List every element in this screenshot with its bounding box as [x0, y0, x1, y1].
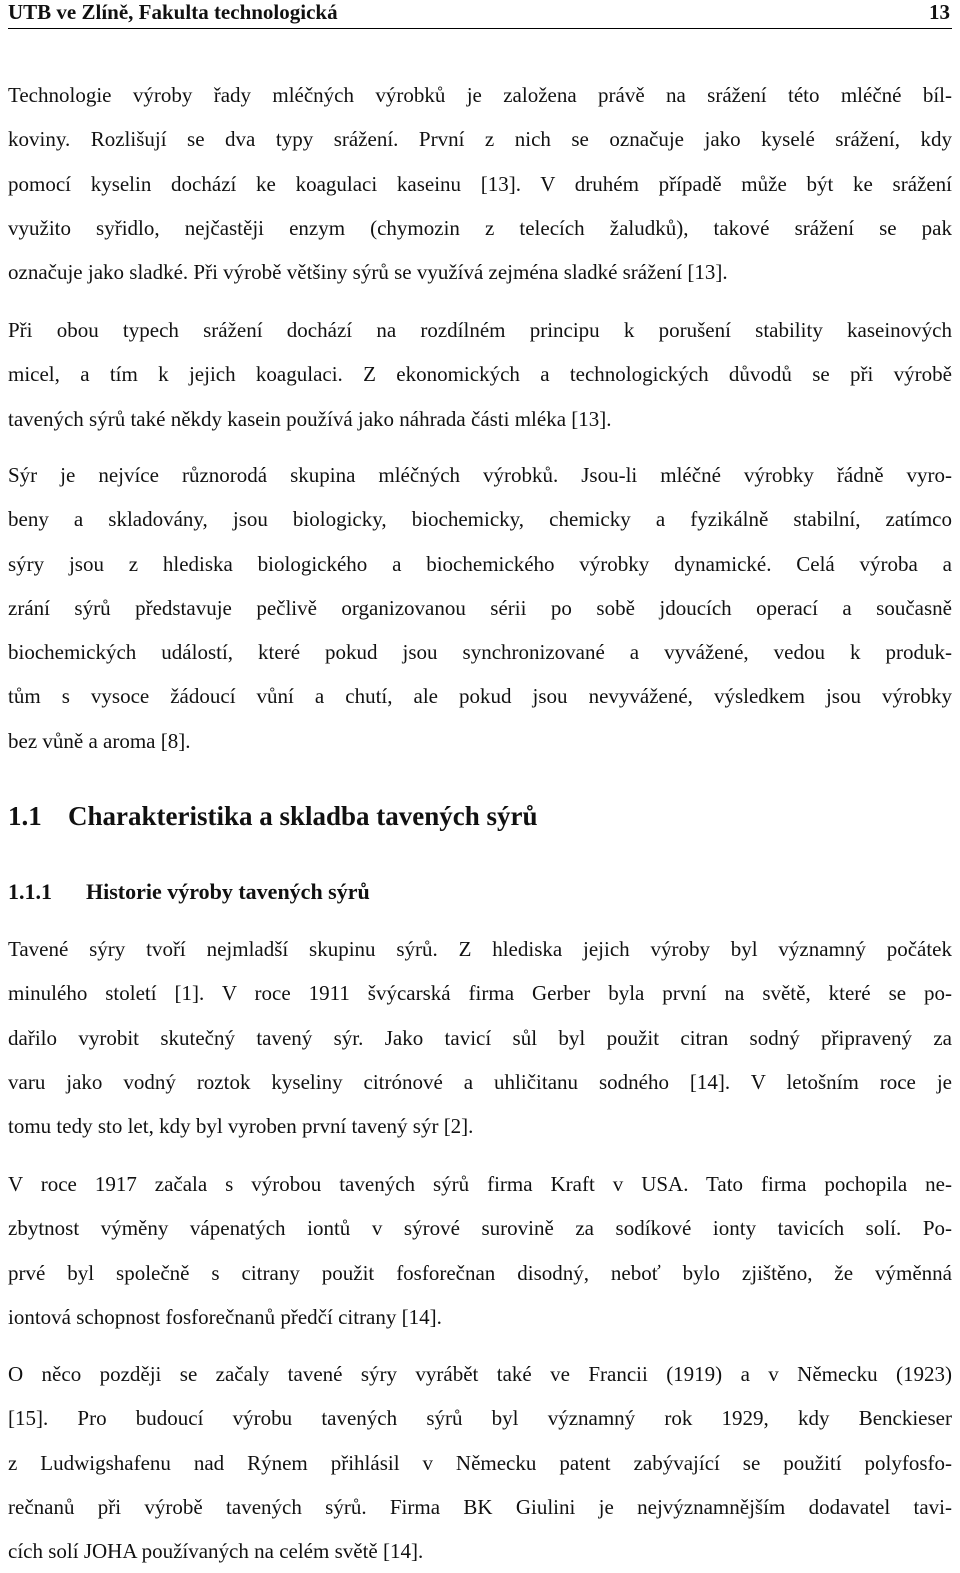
page-number: 13: [929, 0, 950, 24]
text-line: [15]. Pro budoucí výrobu tavených sýrů byl významný rok 1929, kdy Benckieser: [8, 1406, 952, 1431]
text-line: cích solí JOHA používaných na celém světě [14].: [8, 1539, 424, 1564]
subsection-heading: [8, 878, 370, 906]
paragraph-3: [8, 453, 952, 763]
text-line: tavených sýrů také někdy kasein používá jako náhrada části mléka [13].: [8, 406, 612, 431]
text-line: bez vůně a aroma [8].: [8, 728, 191, 753]
text-line: z Ludwigshafenu nad Rýnem přihlásil v Německu patent zabývající se použití polyfosfo-: [8, 1450, 952, 1475]
text-line: sýry jsou z hlediska biologického a biochemického výrobky dynamické. Celá výroba a: [8, 551, 952, 576]
header-title: UTB ve Zlíně, Fakulta technologická: [8, 0, 338, 24]
text-line: využito syřidlo, nejčastěji enzym (chymozin z telecích žaludků), takové srážení se pak: [8, 215, 952, 240]
paragraph-2: [8, 308, 952, 441]
text-line: označuje jako sladké. Při výrobě většiny sýrů se využívá zejména sladké srážení [13].: [8, 260, 728, 285]
section-heading: [8, 800, 538, 832]
text-line: biochemických událostí, které pokud jsou synchronizované a vyvážené, vedou k produk-: [8, 640, 952, 665]
paragraph-6: [8, 1352, 952, 1573]
text-line: koviny. Rozlišují se dva typy srážení. První z nich se označuje jako kyselé srážení, kdy: [8, 127, 952, 152]
paragraph-5: [8, 1162, 952, 1339]
text-line: Při obou typech srážení dochází na rozdílném principu k porušení stability kaseinových: [8, 318, 952, 342]
text-line: rečnanů při výrobě tavených sýrů. Firma BK Giulini je nejvýznamnějším dodavatel tavi-: [8, 1494, 952, 1519]
text-line: O něco později se začaly tavené sýry vyrábět také ve Francii (1919) a v Německu (1923): [8, 1362, 952, 1386]
text-line: Sýr je nejvíce různorodá skupina mléčných výrobků. Jsou-li mléčné výrobky řádně vyro-: [8, 463, 952, 487]
text-line: zrání sýrů představuje pečlivě organizovanou sérii po sobě jdoucích operací a současně: [8, 595, 952, 620]
text-line: beny a skladovány, jsou biologicky, biochemicky, chemicky a fyzikálně stabilní, zatímco: [8, 507, 952, 532]
text-line: Technologie výroby řady mléčných výrobků je založena právě na srážení této mléčné bíl-: [8, 83, 952, 107]
text-line: dařilo vyrobit skutečný tavený sýr. Jako tavicí sůl byl použit citran sodný připravený za: [8, 1025, 952, 1050]
subsection-number: 1.1.1: [8, 879, 52, 904]
text-line: minulého století [1]. V roce 1911 švýcarská firma Gerber byla první na světě, které se po-: [8, 981, 952, 1006]
paragraph-1: [8, 73, 952, 294]
text-line: micel, a tím k jejich koagulaci. Z ekonomických a technologických důvodů se při výrobě: [8, 362, 952, 387]
text-line: iontová schopnost fosforečnanů předčí citrany [14].: [8, 1304, 442, 1329]
section-title: Charakteristika a skladba tavených sýrů: [68, 801, 538, 831]
text-line: pomocí kyselin dochází ke koagulaci kaseinu [13]. V druhém případě může být ke srážení: [8, 171, 952, 196]
text-line: varu jako vodný roztok kyseliny citrónové a uhličitanu sodného [14]. V letošním roce je: [8, 1069, 952, 1094]
subsection-title: Historie výroby tavených sýrů: [86, 879, 370, 904]
text-line: prvé byl společně s citrany použit fosforečnan disodný, neboť bylo zjištěno, že výměnná: [8, 1260, 952, 1285]
text-line: V roce 1917 začala s výrobou tavených sýrů firma Kraft v USA. Tato firma pochopila ne-: [8, 1172, 952, 1196]
text-line: Tavené sýry tvoří nejmladší skupinu sýrů. Z hlediska jejich výroby byl významný počátek: [8, 937, 952, 961]
running-header: [8, 0, 952, 29]
text-line: tomu tedy sto let, kdy byl vyroben první tavený sýr [2].: [8, 1114, 474, 1139]
section-number: 1.1: [8, 801, 42, 831]
paragraph-4: [8, 927, 952, 1148]
text-line: zbytnost výměny vápenatých iontů v sýrové surovině za sodíkové ionty tavicích solí. Po-: [8, 1216, 952, 1241]
text-line: tům s vysoce žádoucí vůní a chutí, ale pokud jsou nevyvážené, výsledkem jsou výrobky: [8, 684, 952, 709]
